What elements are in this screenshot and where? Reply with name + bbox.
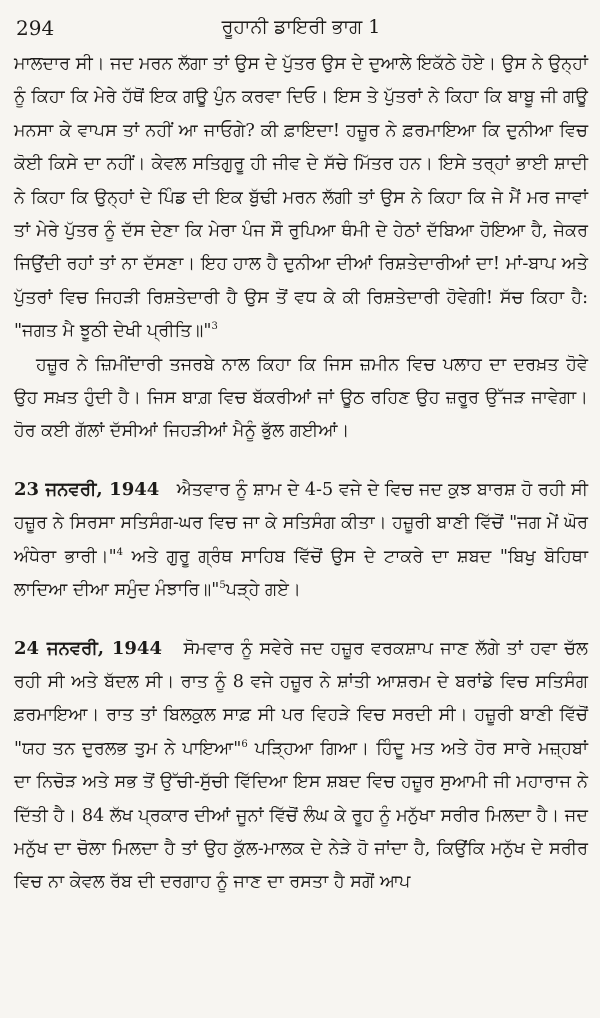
entry-text: ਸੋਮਵਾਰ ਨੂੰ ਸਵੇਰੇ ਜਦ ਹਜ਼ੂਰ ਵਰਕਸ਼ਾਪ ਜਾਣ ਲੱਗੇ ਤਾਂ ਹਵਾ ਚੱਲ ਰਹੀ ਸੀ ਅਤੇ ਬੱਦਲ ਸੀ। ਰਾਤ ਨੂੰ 8 ਵਜੇ ਹਜ਼ੂਰ ਨੇ ਸ਼ਾਂਤੀ ਆਸ਼ਰਮ ਦੇ ਬਰਾਂਡੇ ਵਿਚ ਸਤਿਸੰਗ ਫ਼ਰਮਾਇਆ। ਰਾਤ ਤਾਂ ਬਿਲਕੁਲ ਸਾਫ਼ ਸੀ ਪਰ ਵਿਹੜੇ ਵਿਚ ਸਰਦੀ ਸੀ। ਹਜ਼ੂਰੀ ਬਾਣੀ ਵਿੱਚੋਂ "ਯਹ ਤਨ ਦੁਰਲਭ ਤੁਮ ਨੇ ਪਾਇਆ" (14, 638, 589, 759)
footnote-marker: 3 (211, 321, 218, 333)
entry-text: ਪੜ੍ਹਿਆ ਗਿਆ। ਹਿੰਦੂ ਮਤ ਅਤੇ ਹੋਰ ਸਾਰੇ ਮਜ਼੍ਹਬਾਂ ਦਾ ਨਿਚੋੜ ਅਤੇ ਸਭ ਤੋਂ ਉੱਚੀ-ਸੁੱਚੀ ਵਿੱਦਿਆ ਇਸ ਸ਼ਬਦ ਵਿਚ ਹਜ਼ੂਰ ਸੁਆਮੀ ਜੀ ਮਹਾਰਾਜ ਨੇ ਦਿੱਤੀ ਹੈ। 84 ਲੱਖ ਪ੍ਰਕਾਰ ਦੀਆਂ ਜੂਨਾਂ ਵਿੱਚੋਂ ਲੰਘ ਕੇ ਰੂਹ ਨੂੰ ਮਨੁੱਖਾ ਸਰੀਰ ਮਿਲਦਾ ਹੈ। ਜਦ ਮਨੁੱਖ ਦਾ ਚੋਲਾ ਮਿਲਦਾ ਹੈ ਤਾਂ ਉਹ ਕੁੱਲ-ਮਾਲਕ ਦੇ ਨੇੜੇ ਹੋ ਜਾਂਦਾ ਹੈ, ਕਿਉਂਕਿ ਮਨੁੱਖ ਦੇ ਸਰੀਰ ਵਿਚ ਨਾ ਕੇਵਲ ਰੱਬ ਦੀ ਦਰਗਾਹ ਨੂੰ ਜਾਣ ਦਾ ਰਸਤਾ ਹੈ ਸਗੋਂ ਆਪ (14, 738, 588, 893)
paragraph-text: ਹਜ਼ੂਰ ਨੇ ਜ਼ਿਮੀਂਦਾਰੀ ਤਜਰਬੇ ਨਾਲ ਕਿਹਾ ਕਿ ਜਿਸ ਜ਼ਮੀਨ ਵਿਚ ਪਲਾਹ ਦਾ ਦਰਖ਼ਤ ਹੋਵੇ ਉਹ ਸਖ਼ਤ ਹੁੰਦੀ ਹੈ। ਜਿਸ ਬਾਗ਼ ਵਿਚ ਬੱਕਰੀਆਂ ਜਾਂ ਊਠ ਰਹਿਣ ਉਹ ਜ਼ਰੂਰ ਉੱਜੜ ਜਾਵੇਗਾ। ਹੋਰ ਕਈ ਗੱਲਾਂ ਦੱਸੀਆਂ ਜਿਹੜੀਆਂ ਮੈਨੂੰ ਭੁੱਲ ਗਈਆਂ। (14, 354, 588, 442)
section-spacer (14, 449, 588, 473)
page-number: 294 (16, 16, 55, 40)
paragraph-text: ਮਾਲਦਾਰ ਸੀ। ਜਦ ਮਰਨ ਲੱਗਾ ਤਾਂ ਉਸ ਦੇ ਪੁੱਤਰ ਉਸ ਦੇ ਦੁਆਲੇ ਇਕੱਠੇ ਹੋਏ। ਉਸ ਨੇ ਉਨ੍ਹਾਂ ਨੂੰ ਕਿਹਾ ਕਿ ਮੇਰੇ ਹੱਥੋਂ ਇਕ ਗਊ ਪੁੰਨ ਕਰਵਾ ਦਿਓ। ਇਸ ਤੇ ਪੁੱਤਰਾਂ ਨੇ ਕਿਹਾ ਕਿ ਬਾਬੂ ਜੀ ਗਊ ਮਨਸਾ ਕੇ ਵਾਪਸ ਤਾਂ ਨਹੀਂ ਆ ਜਾਓਗੇ? ਕੀ ਫ਼ਾਇਦਾ! ਹਜ਼ੂਰ ਨੇ ਫ਼ਰਮਾਇਆ ਕਿ ਦੁਨੀਆ ਵਿਚ ਕੋਈ ਕਿਸੇ ਦਾ ਨਹੀਂ। ਕੇਵਲ ਸਤਿਗੁਰੂ ਹੀ ਜੀਵ ਦੇ ਸੱਚੇ ਮਿੱਤਰ ਹਨ। ਇਸੇ ਤਰ੍ਹਾਂ ਭਾਈ ਸ਼ਾਦੀ ਨੇ ਕਿਹਾ ਕਿ ਉਨ੍ਹਾਂ ਦੇ ਪਿੰਡ ਦੀ ਇਕ ਬੁੱਢੀ ਮਰਨ ਲੱਗੀ ਤਾਂ ਉਸ ਨੇ ਕਿਹਾ ਕਿ ਜੇ ਮੈਂ ਮਰ ਜਾਵਾਂ ਤਾਂ ਮੇਰੇ ਪੁੱਤਰ ਨੂੰ ਦੱਸ ਦੇਣਾ ਕਿ ਮੇਰਾ ਪੰਜ ਸੌ ਰੁਪਿਆ ਥੰਮੀ ਦੇ ਹੇਠਾਂ ਦੱਬਿਆ ਹੋਇਆ ਹੈ, ਜੇਕਰ ਜਿਉਂਦੀ ਰਹਾਂ ਤਾਂ ਨਾ ਦੱਸਣਾ। ਇਹ ਹਾਲ ਹੈ ਦੁਨੀਆ ਦੀਆਂ ਰਿਸ਼ਤੇਦਾਰੀਆਂ ਦਾ! ਮਾਂ-ਬਾਪ ਅਤੇ ਪੁੱਤਰਾਂ ਵਿਚ ਜਿਹੜੀ ਰਿਸ਼ਤੇਦਾਰੀ ਹੈ ਉਸ ਤੋਂ ਵਧ ਕੇ ਕੀ ਰਿਸ਼ਤੇਦਾਰੀ ਹੋਵੇਗੀ! ਸੱਚ ਕਿਹਾ ਹੈ: "ਜਗਤ ਮੈ ਝੂਠੀ ਦੇਖੀ ਪ੍ਰੀਤਿ॥" (14, 54, 588, 342)
footnote-marker: 6 (241, 738, 248, 750)
diary-entry-jan-23 (14, 473, 588, 608)
diary-entry-jan-24 (14, 632, 588, 900)
paragraph-farming (14, 349, 588, 449)
entry-date: 23 ਜਨਵਰੀ, 1944 (14, 478, 160, 500)
entry-text: ਐਤਵਾਰ ਨੂੰ ਸ਼ਾਮ ਦੇ 4-5 ਵਜੇ ਦੇ ਵਿਚ ਜਦ ਕੁਝ ਬਾਰਸ਼ ਹੋ ਰਹੀ ਸੀ ਹਜ਼ੂਰ ਨੇ ਸਿਰਸਾ ਸਤਿਸੰਗ-ਘਰ ਵਿਚ ਜਾ ਕੇ ਸਤਿਸੰਗ ਕੀਤਾ। ਹਜ਼ੂਰੀ ਬਾਣੀ ਵਿੱਚੋਂ "ਜਗ ਮੇਂ ਘੋਰ ਅੰਧੇਰਾ ਭਾਰੀ।" (14, 479, 588, 567)
entry-date: 24 ਜਨਵਰੀ, 1944 (14, 637, 162, 659)
running-title: ਰੂਹਾਨੀ ਡਾਇਰੀ ਭਾਗ 1 (221, 16, 381, 38)
section-spacer (14, 608, 588, 632)
footnote-marker: 4 (116, 546, 124, 558)
footnote-marker: 5 (219, 580, 226, 592)
paragraph-household (14, 48, 588, 349)
entry-text: ਪੜ੍ਹੇ ਗਏ। (225, 580, 301, 601)
page-header (14, 14, 588, 48)
entry-text: ਅਤੇ ਗੁਰੂ ਗ੍ਰੰਥ ਸਾਹਿਬ ਵਿੱਚੋਂ ਉਸ ਦੇ ਟਾਕਰੇ ਦਾ ਸ਼ਬਦ "ਬਿਖੁ ਬੋਹਿਥਾ ਲਾਦਿਆ ਦੀਆ ਸਮੁੰਦ ਮੰਝਾਰਿ॥" (14, 546, 588, 601)
